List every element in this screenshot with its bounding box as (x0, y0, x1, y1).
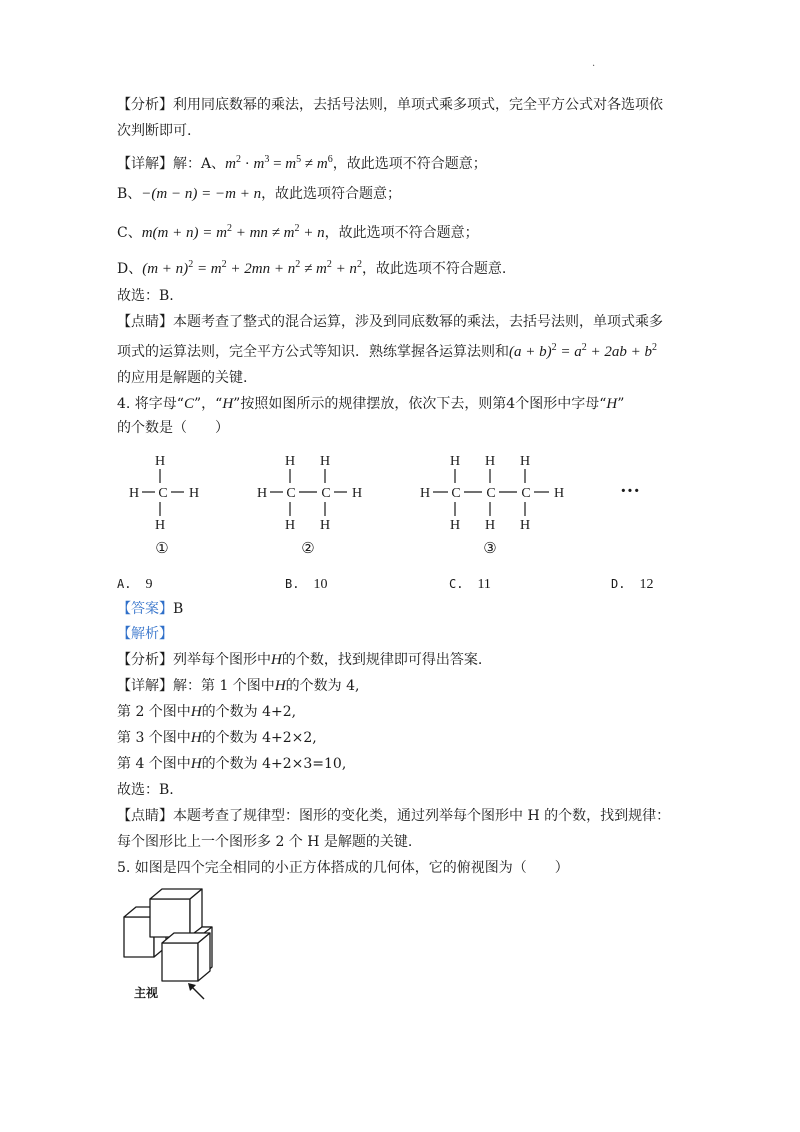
fig3-h-left: H (419, 486, 431, 501)
q3-detail-tag: 【详解】 (117, 156, 173, 172)
q3-detail-c: C、$m(m + n) = m^2$ + mn ≠ $m^2 + n$，故此选项不符合题意； (117, 223, 479, 241)
fig1-h-top: H (154, 454, 166, 469)
q3-a-suffix: ，故此选项不符合题意； (332, 156, 487, 172)
fig3-h-bottom-3: H (519, 518, 531, 533)
fig1-h-bottom: H (154, 518, 166, 533)
front-view-arrow (188, 983, 204, 999)
fig2-c-1: C (286, 486, 296, 501)
q3-review-line-3: 的应用是解题的关键. (117, 370, 248, 386)
fig2-c-2: C (321, 486, 331, 501)
q3-detail-d: D、$(m + n)^2 = m^2 + 2mn + n^2 \ne m^2 + n^2$，故此选项不符合题意. (117, 259, 507, 277)
q5-cube-figure (118, 885, 230, 1003)
q4-analysis: 【分析】列举每个图形中H的个数，找到规律即可得出答案. (117, 652, 483, 668)
q3-detail-b: B、−(m − n) = −m + n，故此选项符合题意； (117, 186, 402, 202)
q4-detail-4: 第 4 个图中H的个数为 4+2×3=10, (117, 756, 347, 772)
q5-stem: 5. 如图是四个完全相同的小正方体搭成的几何体，它的俯视图为（ ） (117, 860, 569, 876)
fig3-h-top-3: H (519, 454, 531, 469)
figure-1-methane (129, 454, 199, 557)
fig3-c-2: C (486, 486, 496, 501)
q4-option-b: B. 10 (285, 577, 328, 592)
fig3-label: ③ (483, 541, 497, 557)
fig1-h-right: H (188, 486, 200, 501)
fig2-label: ② (301, 541, 315, 557)
fig1-c: C (158, 486, 168, 501)
fig2-h-right: H (351, 486, 363, 501)
q4-detail-1: 【详解】解：第 1 个图中H的个数为 4, (117, 678, 360, 694)
q4-review-line-2: 每个图形比上一个图形多 2 个 H 是解题的关键. (117, 834, 413, 850)
q4-review-line-1: 【点睛】本题考查了规律型：图形的变化类，通过列举每个图形中 H 的个数，找到规律： (117, 808, 671, 824)
fig3-h-right: H (553, 486, 565, 501)
figure-2-ethane (257, 454, 362, 557)
q4-option-c: C. 11 (449, 577, 491, 592)
q3-review-line-1: 【点睛】本题考查了整式的混合运算，涉及到同底数幂的乘法，去括号法则，单项式乘多 (117, 314, 663, 330)
fig1-h-left: H (128, 486, 140, 501)
q4-option-a: A. 9 (117, 577, 153, 592)
q4-choose: 故选：B. (117, 782, 174, 798)
q3-analysis-text-1: 利用同底数幂的乘法，去括号法则，单项式乘多项式，完全平方公式对各选项依 (173, 97, 663, 113)
fig2-h-left: H (256, 486, 268, 501)
q3-choose: 故选：B. (117, 288, 174, 304)
q3-analysis-tag: 【分析】 (117, 97, 173, 113)
q3-a-formula: $m^2 \cdot m^3 = m^5 \ne m^6$ (225, 154, 333, 172)
fig1-label: ① (155, 541, 169, 557)
cube-front-front (162, 943, 198, 981)
cube-top-front (150, 899, 190, 937)
fig3-h-top-2: H (484, 454, 496, 469)
q3-detail-a (117, 150, 487, 174)
q4-stem-line-2: 的个数是（ ） (117, 420, 229, 436)
page-dot: . (592, 58, 596, 69)
q3-c-formula: $m(m + n) = m^2$ + mn ≠ $m^2 + n$ (141, 223, 325, 241)
q3-b-formula: −(m − n) = −m + n (141, 186, 262, 202)
q3-review-formula: $(a + b)^2 = a^2 + 2ab + b^2$ (509, 342, 657, 360)
q4-figure (100, 445, 660, 570)
q3-review-line-2: 项式的运算法则，完全平方公式等知识．熟练掌握各运算法则和$(a + b)^2 = a^2 + 2ab + b^2$ (117, 342, 657, 360)
figure-ellipsis: ··· (619, 480, 641, 502)
q4-solution-tag: 【解析】 (117, 626, 173, 642)
q3-detail-intro: 解：A、 (173, 156, 226, 172)
front-view-label: 主视 (134, 986, 159, 1000)
q4-detail-3: 第 3 个图中H的个数为 4+2×2, (117, 730, 317, 746)
q3-analysis-line-2: 次判断即可. (117, 123, 192, 139)
fig3-h-bottom-1: H (449, 518, 461, 533)
q4-detail-2: 第 2 个图中H的个数为 4+2, (117, 704, 297, 720)
fig2-h-top-2: H (319, 454, 331, 469)
fig3-c-3: C (521, 486, 531, 501)
q3-d-formula: $(m + n)^2 = m^2 + 2mn + n^2 \ne m^2 + n^2$ (142, 259, 362, 277)
q4-answer: 【答案】B (117, 601, 184, 617)
fig3-c-1: C (451, 486, 461, 501)
fig3-h-top-1: H (449, 454, 461, 469)
q4-option-d: D. 12 (611, 577, 654, 592)
fig2-h-top-1: H (284, 454, 296, 469)
q4-stem-line-1: 4. 将字母“C”，“H”按照如图所示的规律摆放，依次下去，则第4个图形中字母“H” (117, 396, 625, 412)
fig2-h-bottom-1: H (284, 518, 296, 533)
fig3-h-bottom-2: H (484, 518, 496, 533)
fig2-h-bottom-2: H (319, 518, 331, 533)
q3-analysis-line-1 (117, 95, 663, 115)
figure-3-propane (420, 454, 564, 557)
